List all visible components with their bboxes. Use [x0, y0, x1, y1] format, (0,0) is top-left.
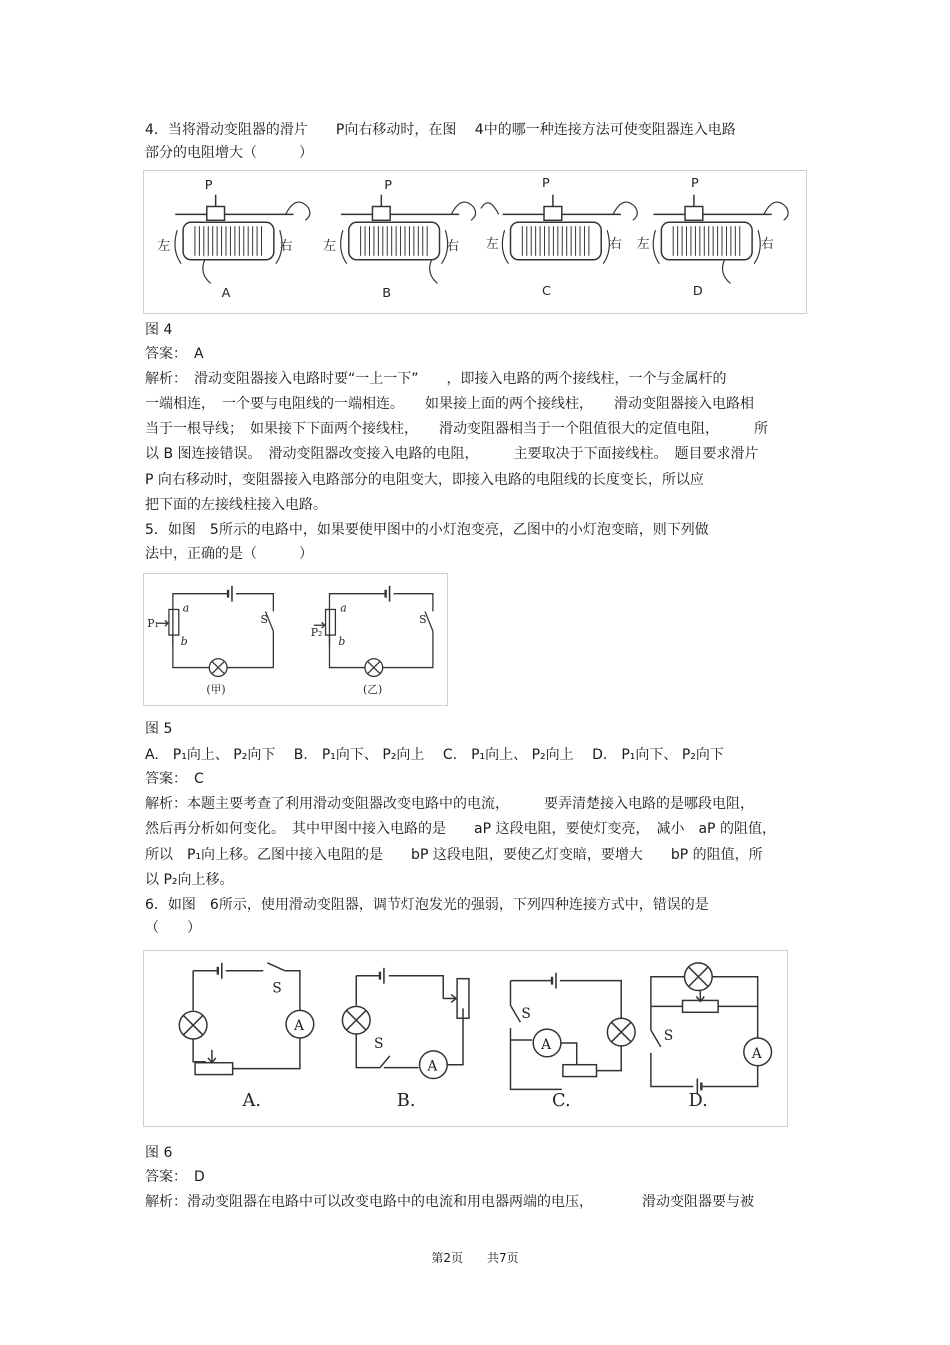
q4-analysis-1: 解析： 滑动变阻器接入电路时要“一上一下” ，即接入电路的两个接线柱，一个与金属杆的 [145, 371, 727, 387]
fig6-label-b: B. [396, 1090, 416, 1112]
figure-6 [143, 950, 788, 1127]
fig6-ammeter-a: A [293, 1018, 304, 1035]
fig5-p2: P₂ [310, 626, 323, 640]
fig4-right-c: 右 [609, 236, 622, 252]
fig4-right-a: 右 [279, 238, 293, 254]
fig4-p-label-c: P [542, 175, 550, 191]
fig4-p-label-b: P [384, 177, 392, 193]
fig4-left-c: 左 [485, 236, 499, 252]
page-footer: 第2页 共7页 [431, 1251, 519, 1265]
figure-5 [143, 573, 448, 706]
fig6-s-d: S [663, 1027, 674, 1044]
q4-answer: 答案： A [145, 346, 204, 362]
fig4-right-d: 右 [760, 236, 774, 252]
fig6-s-b: S [374, 1035, 384, 1052]
q5-analysis-3: 所以 P₁向上移。乙图中接入电阻的是 bP 这段电阻，要使乙灯变暗，要增大 bP 的阻值，所 [145, 847, 763, 863]
fig5-a-jia: a [182, 601, 190, 615]
fig6-s-a: S [272, 980, 282, 997]
fig4-label-d: D [692, 284, 703, 300]
fig6-ammeter-c: A [541, 1036, 552, 1053]
circuit-yi [314, 586, 433, 677]
fig4-label-a: A [221, 286, 231, 302]
fig4-left-a: 左 [157, 238, 171, 254]
rheostat-2 [481, 195, 637, 264]
fig4-p-label-a: P [204, 177, 213, 193]
q4-line1: 4．当将滑动变阻器的滑片 P向右移动时，在图 4中的哪一种连接方法可使变阻器连入电路 [145, 122, 736, 138]
q6-caption: 图 6 [145, 1145, 173, 1161]
q6-analysis-1: 解析：滑动变阻器在电路中可以改变电路中的电流和用电器两端的电压， 滑动变阻器要与被 [145, 1194, 754, 1210]
q5-answer: 答案： C [145, 771, 204, 787]
fig5-a-yi: a [340, 601, 347, 615]
q4-analysis-4: 以 B 图连接错误。 滑动变阻器改变接入电路的电阻， 主要取决于下面接线柱。 题目要求滑片 [145, 446, 759, 462]
q5-caption: 图 5 [145, 721, 173, 737]
q4-analysis-3: 当于一根导线； 如果接下下面两个接线柱， 滑动变阻器相当于一个阻值很大的定值电阻， 所 [145, 421, 768, 437]
q5-line2: 法中，正确的是（ ） [145, 546, 313, 562]
fig4-left-b: 左 [323, 238, 336, 254]
fig5-caption-jia: (甲) [206, 683, 226, 697]
q4-analysis-6: 把下面的左接线柱接入电路。 [145, 497, 327, 513]
q4-analysis-2: 一端相连， 一个要与电阻线的一端相连。 如果接上面的两个接线柱， 滑动变阻器接入电路相 [145, 396, 754, 412]
q5-analysis-1: 解析：本题主要考查了利用滑动变阻器改变电路中的电流， 要弄清楚接入电路的是哪段电阻， [145, 796, 754, 812]
q6-answer: 答案： D [145, 1169, 205, 1185]
fig4-label-b: B [382, 286, 392, 302]
fig5-caption-yi: (乙) [362, 683, 383, 697]
fig5-s-yi: S [419, 613, 427, 627]
figure-4 [143, 170, 807, 314]
fig6-ammeter-d: A [751, 1045, 762, 1062]
q6-line1: 6．如图 6所示，使用滑动变阻器，调节灯泡发光的强弱，下列四种连接方式中，错误的是 [145, 897, 709, 913]
fig6-ammeter-b: A [427, 1058, 438, 1075]
fig6-label-d: D. [688, 1090, 708, 1112]
fig4-right-b: 右 [446, 238, 460, 254]
fig5-b-jia: b [180, 634, 188, 648]
q4-caption: 图 4 [145, 322, 173, 338]
circuit-6b [342, 968, 469, 1079]
q6-line2: （ ） [145, 920, 201, 936]
fig6-s-c: S [521, 1006, 531, 1023]
fig5-p1: P₁ [147, 617, 159, 631]
fig5-b-yi: b [338, 634, 346, 648]
q5-analysis-2: 然后再分析如何变化。 其中甲图中接入电路的是 aP 这段电阻，要使灯变亮， 减小 aP 的阻值， [145, 821, 776, 837]
fig4-label-c: C [542, 284, 551, 300]
fig6-label-a: A. [242, 1090, 262, 1112]
fig6-label-c: C. [552, 1090, 571, 1112]
fig4-p-label-d: P [690, 175, 699, 191]
fig5-s-jia: S [260, 613, 268, 627]
q5-options: A. P₁向上、 P₂向下 B. P₁向下、 P₂向上 C. P₁向上、 P₂向上 D. P₁向下、 P₂向下 [145, 747, 724, 763]
q5-analysis-4: 以 P₂向上移。 [145, 872, 234, 888]
q5-line1: 5．如图 5所示的电路中，如果要使甲图中的小灯泡变亮，乙图中的小灯泡变暗，则下列做 [145, 522, 709, 538]
circuit-jia [157, 586, 273, 677]
circuit-6c [510, 973, 635, 1090]
q4-analysis-5: P 向右移动时，变阻器接入电路部分的电阻变大，即接入电路的电阻线的长度变长，所以应 [145, 472, 704, 488]
q4-line2: 部分的电阻增大（ ） [145, 145, 313, 161]
fig4-left-d: 左 [636, 236, 650, 252]
